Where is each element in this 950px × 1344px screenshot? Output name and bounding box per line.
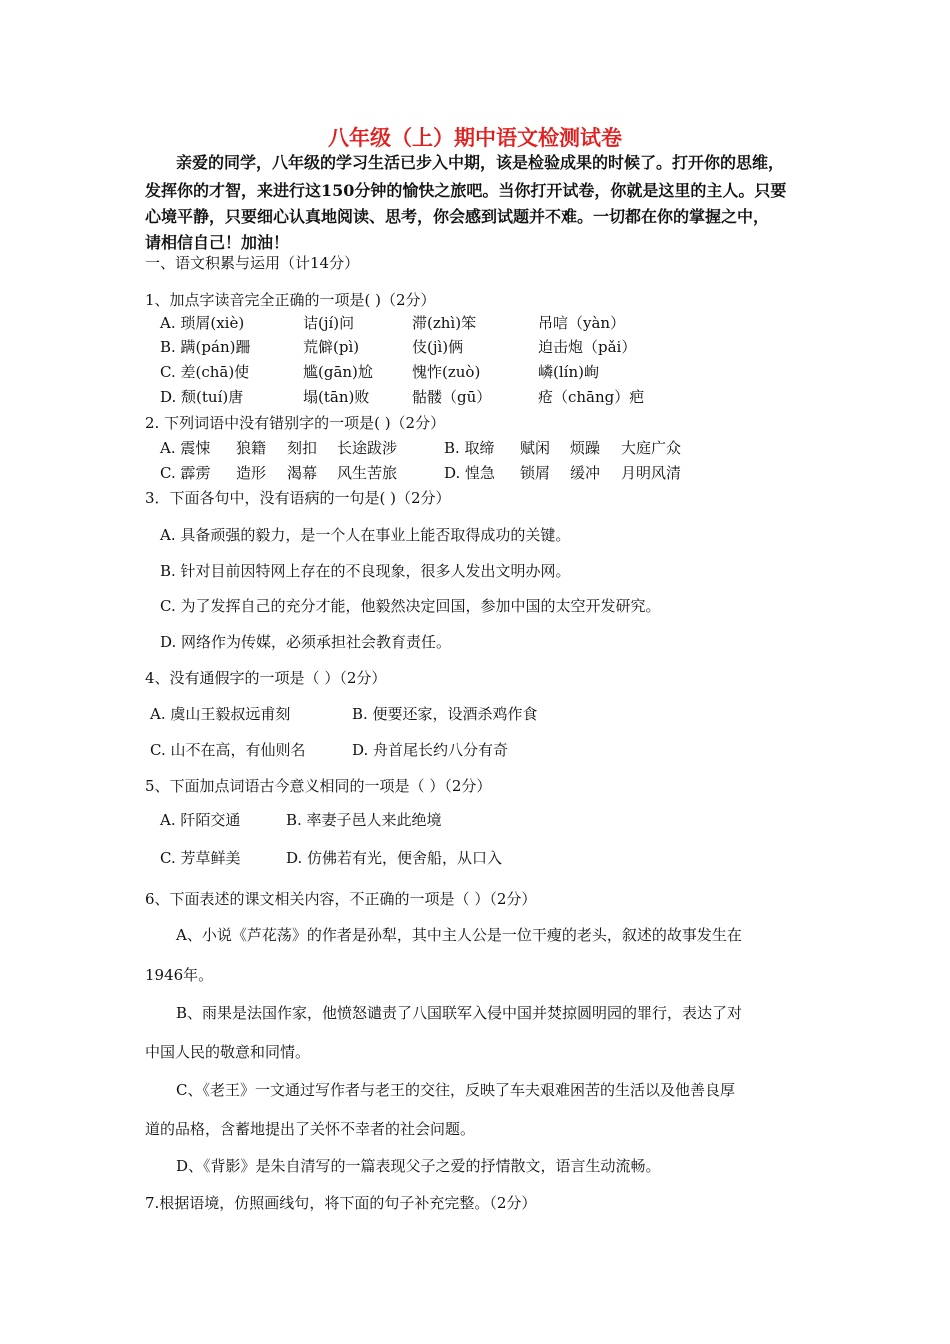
q1-cell: 塌(tān)败	[303, 388, 370, 406]
q1-cell: 吊唁（yàn）	[538, 314, 626, 332]
q1-cell: 疮（chāng）疤	[538, 388, 645, 406]
q2-cell: 赋闲	[520, 439, 551, 457]
q2-cell: 渴幕	[287, 464, 318, 482]
q2-cell: 月明风清	[621, 464, 682, 482]
q2-cell: B. 取缔	[444, 439, 495, 457]
q5-option: A. 阡陌交通	[160, 811, 241, 829]
question-5-stem: 5、下面加点词语古今意义相同的一项是（ ）（2分）	[145, 777, 492, 795]
q5-option: C. 芳草鲜美	[160, 849, 241, 867]
question-3-stem: 3．下面各句中，没有语病的一句是( )（2分）	[145, 489, 451, 507]
intro-line: 发挥你的才智，来进行这150分钟的愉快之旅吧。当你打开试卷，你就是这里的主人。只要	[145, 181, 787, 200]
q1-cell: 骷髅（gū）	[412, 388, 492, 406]
q1-cell: 荒僻(pì)	[303, 338, 360, 356]
q6-text-line: C、《老王》一文通过写作者与老王的交往，反映了车夫艰难困苦的生活以及他善良厚	[176, 1081, 735, 1099]
q1-cell: 嶙(lín)峋	[538, 363, 599, 381]
question-2-stem: 2. 下列词语中没有错别字的一项是( )（2分）	[145, 414, 446, 432]
q3-option: D. 网络作为传媒，必须承担社会教育责任。	[160, 633, 452, 651]
q1-cell: 愧怍(zuò)	[412, 363, 481, 381]
q1-cell: C. 差(chā)使	[160, 363, 250, 381]
q2-cell: C. 霹雳	[160, 464, 211, 482]
question-1-stem: 1、加点字读音完全正确的一项是( )（2分）	[145, 291, 436, 309]
exam-title: 八年级（上）期中语文检测试卷	[328, 125, 622, 150]
question-7-stem: 7.根据语境，仿照画线句，将下面的句子补充完整。（2分）	[145, 1194, 537, 1212]
q2-cell: 大庭广众	[621, 439, 682, 457]
q1-cell: A. 琐屑(xiè)	[160, 314, 245, 332]
q5-option: D. 仿佛若有光，便舍船，从口入	[286, 849, 503, 867]
q1-cell: 迫击炮（pǎi）	[538, 338, 637, 356]
q1-cell: B. 蹒(pán)跚	[160, 338, 251, 356]
q2-cell: 狼籍	[236, 439, 267, 457]
q1-cell: 伎(jì)俩	[412, 338, 464, 356]
q5-option: B. 率妻子邑人来此绝境	[286, 811, 442, 829]
section-heading: 一、语文积累与运用（计14分）	[145, 254, 360, 272]
q6-text-line: B、雨果是法国作家，他愤怒谴责了八国联军入侵中国并焚掠圆明园的罪行，表达了对	[176, 1004, 743, 1022]
q6-text-line: D、《背影》是朱自清写的一篇表现父子之爱的抒情散文，语言生动流畅。	[176, 1157, 661, 1175]
q4-option: B. 便要还家，设酒杀鸡作食	[352, 705, 538, 723]
q2-cell: 造形	[236, 464, 267, 482]
q2-cell: 风生苦旅	[337, 464, 398, 482]
intro-line: 请相信自己！加油！	[145, 233, 290, 252]
question-6-stem: 6、下面表述的课文相关内容，不正确的一项是（ ）（2分）	[145, 890, 537, 908]
q1-cell: 诘(jí)问	[303, 314, 355, 332]
q6-text-line: 1946年。	[145, 966, 214, 984]
q2-cell: 刻扣	[287, 439, 318, 457]
q2-cell: 锁屑	[520, 464, 551, 482]
question-4-stem: 4、没有通假字的一项是（ ）（2分）	[145, 669, 387, 687]
intro-line: 心境平静，只要细心认真地阅读、思考，你会感到试题并不难。一切都在你的掌握之中，	[145, 207, 770, 226]
q1-cell: D. 颓(tuí)唐	[160, 388, 244, 406]
q4-option: C. 山不在高，有仙则名	[150, 741, 306, 759]
q2-cell: 缓冲	[570, 464, 601, 482]
q1-cell: 尴(gān)尬	[303, 363, 373, 381]
q3-option: B. 针对目前因特网上存在的不良现象，很多人发出文明办网。	[160, 562, 571, 580]
q6-text-line: 道的品格，含蓄地提出了关怀不幸者的社会问题。	[145, 1120, 476, 1138]
q6-text-line: A、小说《芦花荡》的作者是孙犁，其中主人公是一位干瘦的老头，叙述的故事发生在	[176, 926, 742, 944]
q1-cell: 滞(zhì)笨	[412, 314, 477, 332]
q6-text-line: 中国人民的敬意和同情。	[145, 1043, 311, 1061]
q3-option: C. 为了发挥自己的充分才能，他毅然决定回国，参加中国的太空开发研究。	[160, 597, 661, 615]
intro-line: 亲爱的同学，八年级的学习生活已步入中期，该是检验成果的时候了。打开你的思维，	[176, 153, 785, 172]
q2-cell: 长途跋涉	[337, 439, 398, 457]
q3-option: A. 具备顽强的毅力，是一个人在事业上能否取得成功的关键。	[160, 526, 571, 544]
q4-option: A. 虞山王毅叔远甫刻	[150, 705, 291, 723]
q2-cell: 烦躁	[570, 439, 601, 457]
q4-option: D. 舟首尾长约八分有奇	[352, 741, 509, 759]
q2-cell: D. 惶急	[444, 464, 496, 482]
q2-cell: A. 震悚	[160, 439, 211, 457]
